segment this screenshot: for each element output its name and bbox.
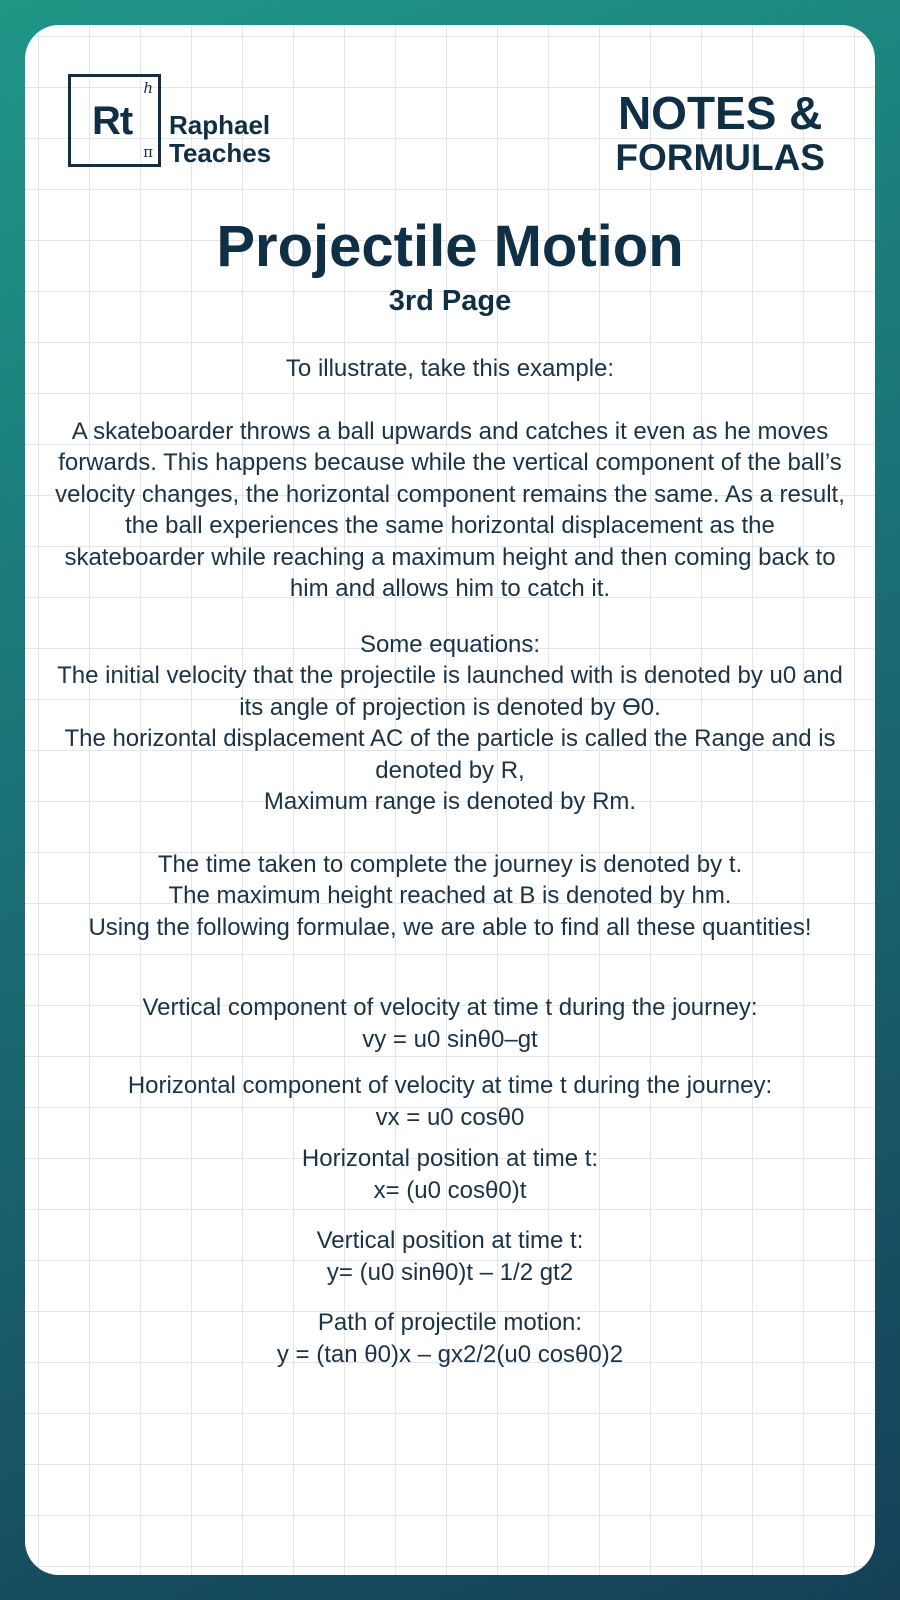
formula-label: Horizontal position at time t: [301,1145,599,1172]
logo-mark [68,74,161,167]
logo-initials: Rt [92,99,133,143]
equations-heading: Some equations: [359,630,541,658]
formula-label: Vertical component of velocity at time t during the journey: [142,994,758,1021]
formula-text: x= (u0 cosθ0)t [373,1176,527,1204]
formula-label: Vertical position at time t: [316,1227,584,1254]
notes-formulas-heading [615,89,825,179]
example-paragraph: A skateboarder throws a ball upwards and catches it even as he moves forwards. This happens because while the vertical component of the ball’s velocity changes, the horizontal component remains the same. As a result, the ball experiences the same horizontal displacement as the skateboarder while reaching a maximum height and then coming back to him and allows him to catch it. [55,417,845,602]
definition-line: The time taken to complete the journey is denoted by t. [157,850,743,878]
notes-heading-line1: NOTES & [617,87,823,139]
formula-block [55,1143,845,1206]
formula-text: vy = u0 sinθ0–gt [362,1025,538,1053]
brand-name-line1: Raphael [169,110,271,140]
brand-name [169,111,271,167]
intro-text: To illustrate, take this example: [285,355,615,382]
page-title: Projectile Motion [216,214,684,279]
formula-text: y= (u0 sinθ0)t – 1/2 gt2 [326,1258,574,1286]
definition-line: The initial velocity that the projectile is launched with is denoted by u0 and its angle of projection is denoted by Ɵ0. [57,662,843,721]
formula-text: y = (tan θ0)x – gx2/2(u0 cosθ0)2 [276,1340,624,1368]
formula-text: vx = u0 cosθ0 [375,1103,525,1131]
formula-label: Horizontal component of velocity at time t during the journey: [127,1072,773,1099]
formula-block [55,1307,845,1370]
formula-block [55,1070,845,1133]
formula-block [55,992,845,1055]
notes-card [25,25,875,1575]
formula-label: Path of projectile motion: [317,1309,583,1336]
formula-block [55,1225,845,1288]
notes-heading-line2: FORMULAS [615,137,825,178]
definition-line: The maximum height reached at B is denoted by hm. [168,882,732,909]
definition-line: Using the following formulae, we are able to find all these quantities! [88,913,812,941]
logo-superscript: h [143,79,153,97]
brand-name-line2: Teaches [169,138,272,168]
definition-line: The horizontal displacement AC of the particle is called the Range and is denoted by R, [64,725,836,784]
logo-subscript: π [143,143,153,161]
definition-line: Maximum range is denoted by Rm. [263,788,637,815]
brand-logo [68,74,271,167]
notes-body [55,353,845,1370]
page-subtitle: 3rd Page [388,285,512,317]
